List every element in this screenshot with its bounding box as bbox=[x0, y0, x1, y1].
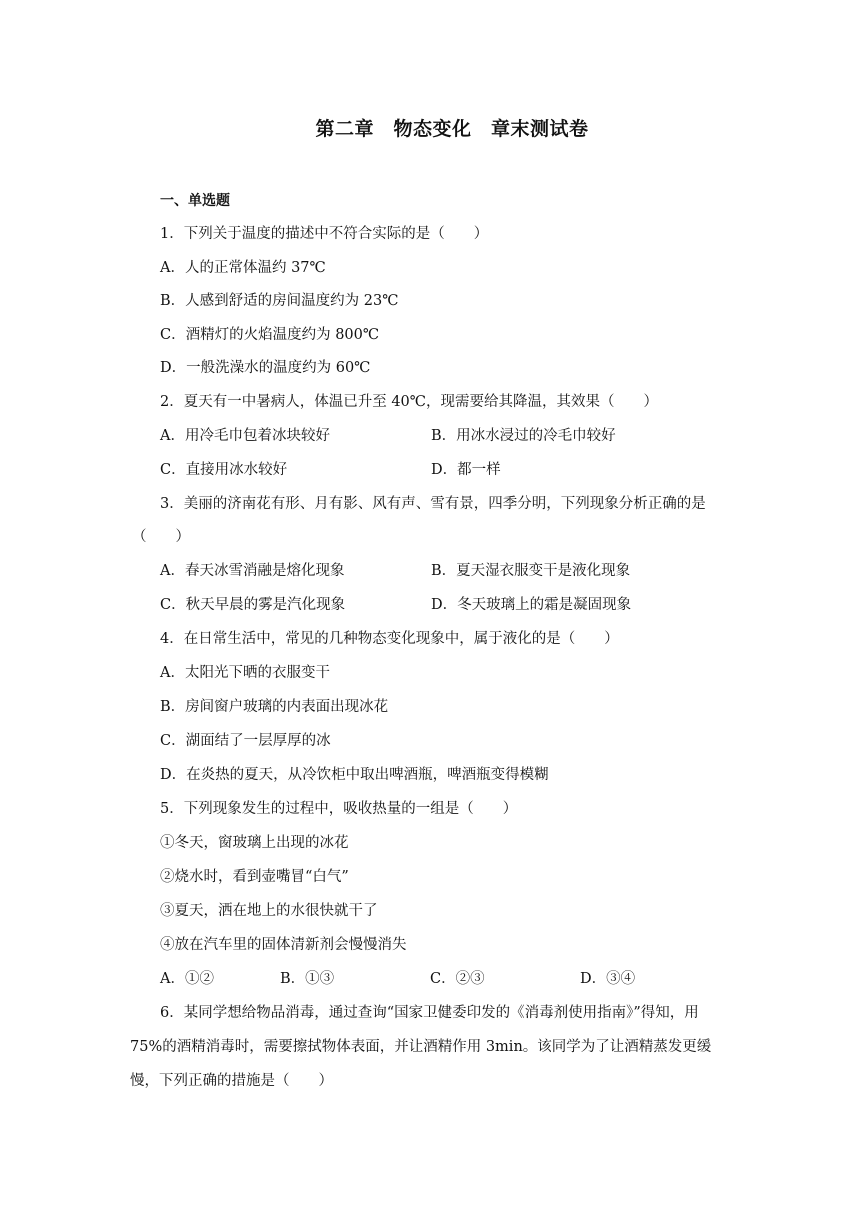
question-4-option-d: D．在炎热的夏天，从冷饮柜中取出啤酒瓶，啤酒瓶变得模糊 bbox=[160, 767, 549, 783]
question-3-option-c: C．秋天早晨的雾是汽化现象 bbox=[160, 597, 346, 613]
question-2-option-b: B．用冰水浸过的冷毛巾较好 bbox=[431, 428, 616, 444]
question-5-item-4: ④放在汽车里的固体清新剂会慢慢消失 bbox=[160, 937, 407, 953]
question-6-stem-line-3: 慢，下列正确的措施是（ ） bbox=[130, 1073, 333, 1089]
question-1-option-b: B．人感到舒适的房间温度约为 23℃ bbox=[160, 293, 399, 309]
question-4-option-a: A．太阳光下晒的衣服变干 bbox=[160, 665, 330, 681]
question-4-option-c: C．湖面结了一层厚厚的冰 bbox=[160, 733, 331, 749]
question-3-stem: 3．美丽的济南花有形、月有影、风有声、雪有景，四季分明，下列现象分析正确的是 bbox=[160, 496, 706, 512]
question-1-stem: 1．下列关于温度的描述中不符合实际的是（ ） bbox=[160, 226, 489, 242]
question-4-stem: 4．在日常生活中，常见的几种物态变化现象中，属于液化的是（ ） bbox=[160, 631, 619, 647]
question-3-stem-continued: （ ） bbox=[132, 529, 190, 545]
question-3-option-b: B．夏天湿衣服变干是液化现象 bbox=[431, 563, 631, 579]
question-2-option-d: D．都一样 bbox=[431, 462, 501, 478]
question-5-option-a: A．①② bbox=[160, 971, 214, 987]
question-5-stem: 5．下列现象发生的过程中，吸收热量的一组是（ ） bbox=[160, 801, 518, 817]
question-6-stem: 6．某同学想给物品消毒，通过查询“国家卫健委印发的《消毒剂使用指南》”得知，用 bbox=[160, 1005, 699, 1021]
question-3-option-d: D．冬天玻璃上的霜是凝固现象 bbox=[431, 597, 632, 613]
question-5-option-b: B．①③ bbox=[280, 971, 335, 987]
page-title: 第二章 物态变化 章末测试卷 bbox=[315, 118, 589, 140]
question-5-item-2: ②烧水时，看到壶嘴冒“白气” bbox=[160, 869, 349, 885]
question-3-option-a: A．春天冰雪消融是熔化现象 bbox=[160, 563, 345, 579]
question-5-option-c: C．②③ bbox=[430, 971, 485, 987]
question-5-item-1: ①冬天，窗玻璃上出现的冰花 bbox=[160, 835, 349, 851]
section-heading: 一、单选题 bbox=[160, 193, 230, 209]
question-5-option-d: D．③④ bbox=[580, 971, 636, 987]
question-1-option-d: D．一般洗澡水的温度约为 60℃ bbox=[160, 360, 371, 376]
question-2-stem: 2．夏天有一中暑病人，体温已升至 40℃，现需要给其降温，其效果（ ） bbox=[160, 394, 659, 410]
question-4-option-b: B．房间窗户玻璃的内表面出现冰花 bbox=[160, 699, 389, 715]
question-2-option-c: C．直接用冰水较好 bbox=[160, 462, 288, 478]
question-1-option-c: C．酒精灯的火焰温度约为 800℃ bbox=[160, 327, 380, 343]
question-1-option-a: A．人的正常体温约 37℃ bbox=[160, 260, 326, 276]
question-6-stem-line-2: 75%的酒精消毒时，需要擦拭物体表面，并让酒精作用 3min。该同学为了让酒精蒸发更缓 bbox=[130, 1039, 712, 1055]
question-5-item-3: ③夏天，洒在地上的水很快就干了 bbox=[160, 903, 378, 919]
question-2-option-a: A．用冷毛巾包着冰块较好 bbox=[160, 428, 330, 444]
